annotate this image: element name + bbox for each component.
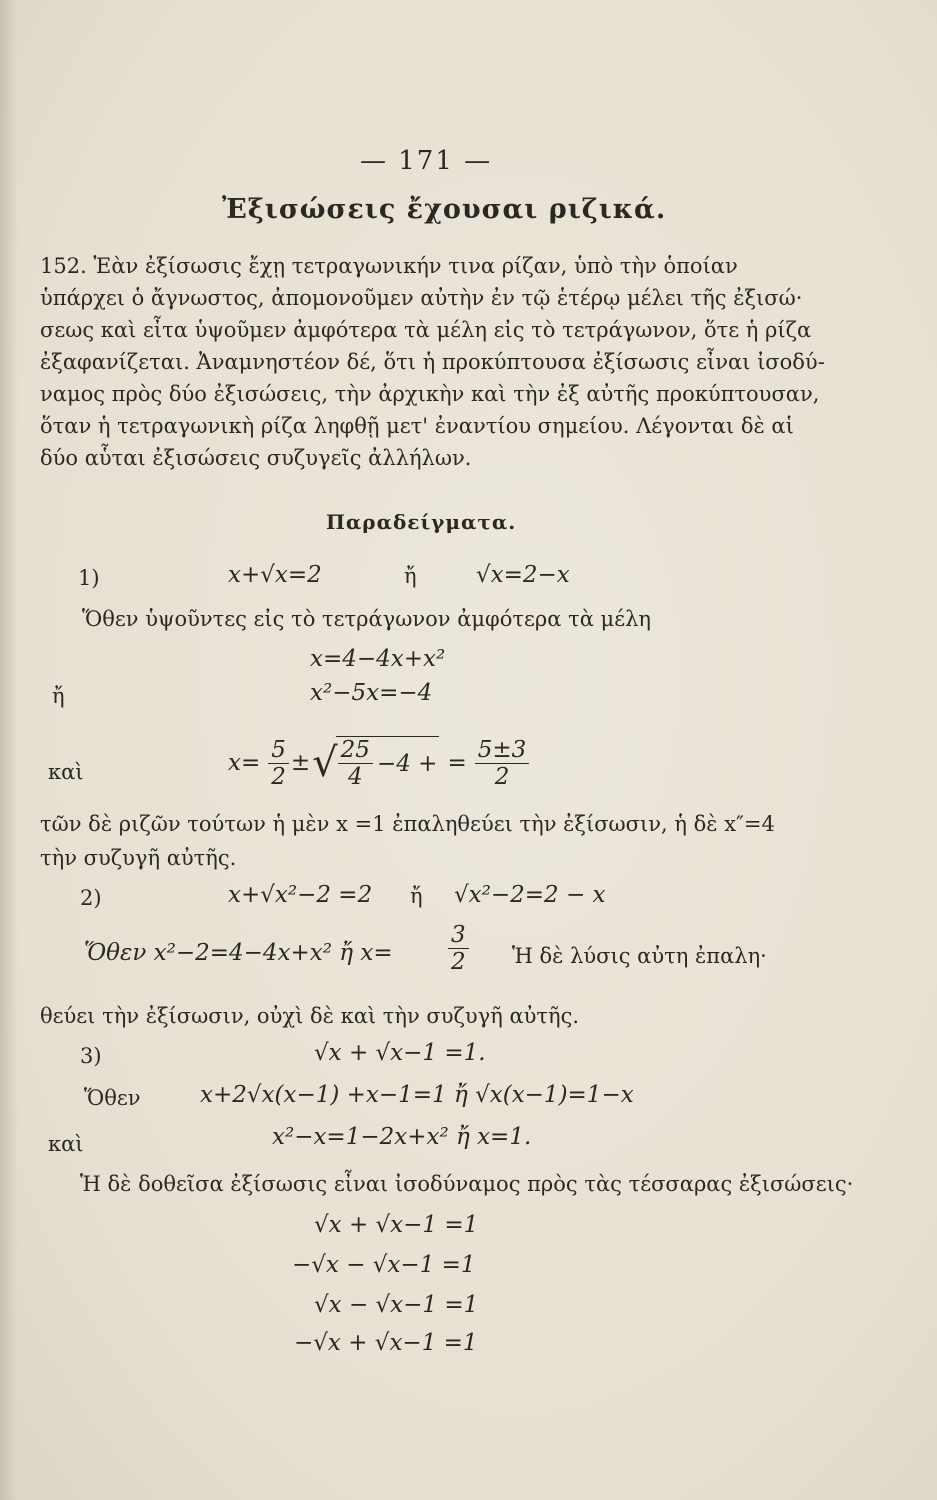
examples-heading: Παραδείγματα.	[326, 510, 517, 534]
fraction-denominator: 2	[494, 763, 510, 790]
ex1-eq-e	[228, 736, 529, 790]
fraction	[448, 922, 469, 975]
fraction	[475, 737, 530, 790]
ex2-eq-b: √x²−2=2 − x	[454, 882, 606, 908]
paragraph-line: δύο αὗται ἐξισώσεις συζυγεῖς ἀλλήλων.	[40, 446, 472, 470]
ex3-kai: καὶ	[48, 1132, 84, 1156]
system-equation: √x − √x−1 =1	[314, 1292, 479, 1318]
fraction-numerator: 5	[268, 737, 289, 764]
paragraph-line: ναμος πρὸς δύο ἐξισώσεις, τὴν ἀρχικὴν καὶ τὴν ἐξ αὐτῆς προκύπτουσαν,	[40, 382, 820, 406]
radicand-rest: −4 +	[376, 750, 438, 777]
system-equation: √x + √x−1 =1	[314, 1212, 479, 1238]
ex1-line4: τὴν συζυγῆ αὐτῆς.	[40, 846, 237, 870]
fraction-numerator: 25	[338, 737, 373, 764]
ex1-line3: τῶν δὲ ριζῶν τούτων ἡ μὲν x =1 ἐπαληθεύει τὴν ἐξίσωσιν, ἡ δὲ x″=4	[40, 812, 775, 836]
ex3-line4: Ἡ δὲ δοθεῖσα ἐξίσωσις εἶναι ἰσοδύναμος πρὸς τὰς τέσσαρας ἐξισώσεις·	[80, 1172, 854, 1196]
fraction-denominator: 2	[451, 949, 466, 975]
ex3-line3-eq: x²−x=1−2x+x² ἤ x=1.	[272, 1124, 532, 1150]
fraction-denominator: 2	[271, 763, 286, 790]
paragraph-line: ἐξαφανίζεται. Ἀναμνηστέον δέ, ὅτι ἡ προκύπτουσα ἐξίσωσις εἶναι ἰσοδύ-	[40, 350, 825, 374]
ex3-eq-a: √x + √x−1 =1.	[314, 1040, 486, 1066]
ex2-label: 2)	[80, 886, 102, 910]
fraction-numerator: 3	[448, 922, 469, 949]
ex2-eq-a: x+√x²−2 =2	[228, 882, 373, 908]
fraction	[268, 737, 289, 790]
ex1-or2: ἤ	[52, 684, 65, 708]
ex1-eq-c: x=4−4x+x²	[310, 646, 446, 672]
ex2-line2-text: Ἡ δὲ λύσις αὐτη ἐπαλη·	[512, 944, 767, 968]
ex1-eq-a: x+√x=2	[228, 562, 322, 588]
page-number: — 171 —	[360, 146, 493, 176]
ex3-line2-eq: x+2√x(x−1) +x−1=1 ἤ √x(x−1)=1−x	[200, 1082, 634, 1108]
ex1-kai: καὶ	[48, 760, 84, 784]
binding-shadow	[0, 0, 18, 1500]
system-equation: −√x − √x−1 =1	[292, 1252, 476, 1278]
paragraph-line: σεως καὶ εἶτα ὑψοῦμεν ἀμφότερα τὰ μέλη εἰς τὸ τετράγωνον, ὅτε ἡ ρίζα	[40, 318, 812, 342]
fraction-numerator: 5±3	[475, 737, 530, 764]
ex1-or: ἤ	[404, 564, 417, 588]
ex3-line2-word: Ὅθεν	[84, 1086, 141, 1110]
ex1-eq-b: √x=2−x	[476, 562, 570, 588]
paragraph-line: ὅταν ἡ τετραγωνικὴ ρίζα ληφθῇ μετ' ἐναντίου σημείου. Λέγονται δὲ αἱ	[40, 414, 794, 438]
eq-lhs: x=	[228, 750, 261, 776]
ex2-line2: Ὅθεν x²−2=4−4x+x² ἤ x=	[84, 940, 393, 966]
plus-minus: ±	[290, 750, 311, 776]
paragraph-152	[40, 250, 900, 474]
radicand	[336, 736, 440, 790]
paragraph-line: 152. Ἐὰν ἐξίσωσις ἔχῃ τετραγωνικήν τινα ρίζαν, ὑπὸ τὴν ὁποίαν	[40, 254, 738, 278]
section-title: Ἐξισώσεις ἔχουσαι ριζικά.	[222, 194, 667, 225]
fraction	[338, 737, 373, 790]
ex3-label: 3)	[80, 1044, 102, 1068]
ex1-label: 1)	[78, 566, 100, 590]
equals-sign: =	[447, 750, 467, 776]
system-equation: −√x + √x−1 =1	[294, 1330, 478, 1356]
ex1-eq-d: x²−5x=−4	[310, 680, 433, 706]
ex2-or: ἤ	[410, 884, 423, 908]
fraction-denominator: 4	[347, 764, 363, 790]
radical-sign-icon: √	[312, 740, 338, 786]
paragraph-line: ὑπάρχει ὁ ἄγνωστος, ἀπομονοῦμεν αὐτὴν ἐν τῷ ἑτέρῳ μέλει τῆς ἐξισώ·	[40, 286, 803, 310]
ex1-line2: Ὅθεν ὑψοῦντες εἰς τὸ τετράγωνον ἀμφότερα τὰ μέλη	[82, 607, 651, 631]
ex2-line3: θεύει τὴν ἐξίσωσιν, οὐχὶ δὲ καὶ τὴν συζυγῆ αὐτῆς.	[40, 1004, 580, 1028]
